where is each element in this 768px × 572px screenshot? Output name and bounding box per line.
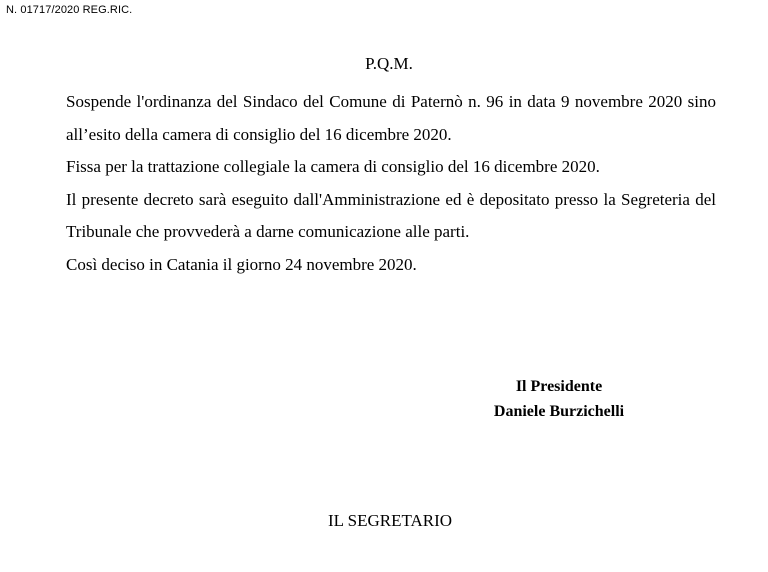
paragraph-execution: Il presente decreto sarà eseguito dall'Amministrazione ed è depositato presso la Segreteria del Tribunale che provvederà a darne comunicazione alle parti. (66, 189, 716, 242)
paragraph-suspension: Sospende l'ordinanza del Sindaco del Comune di Paternò n. 96 in data 9 novembre 2020 sino all’esito della camera di consiglio del 16 dicembre 2020. (66, 92, 716, 144)
decree-body (66, 86, 716, 282)
signature-name: Daniele Burzichelli (493, 403, 625, 420)
signature-title: Il Presidente (515, 378, 603, 395)
signature-block (470, 374, 648, 424)
registry-number: N. 01717/2020 REG.RIC. (6, 4, 133, 16)
secretary-label: IL SEGRETARIO (327, 511, 453, 530)
document-heading: P.Q.M. (365, 54, 413, 73)
paragraph-place-date: Così deciso in Catania il giorno 24 novembre 2020. (66, 254, 417, 274)
paragraph-hearing-date: Fissa per la trattazione collegiale la camera di consiglio del 16 dicembre 2020. (66, 157, 600, 177)
